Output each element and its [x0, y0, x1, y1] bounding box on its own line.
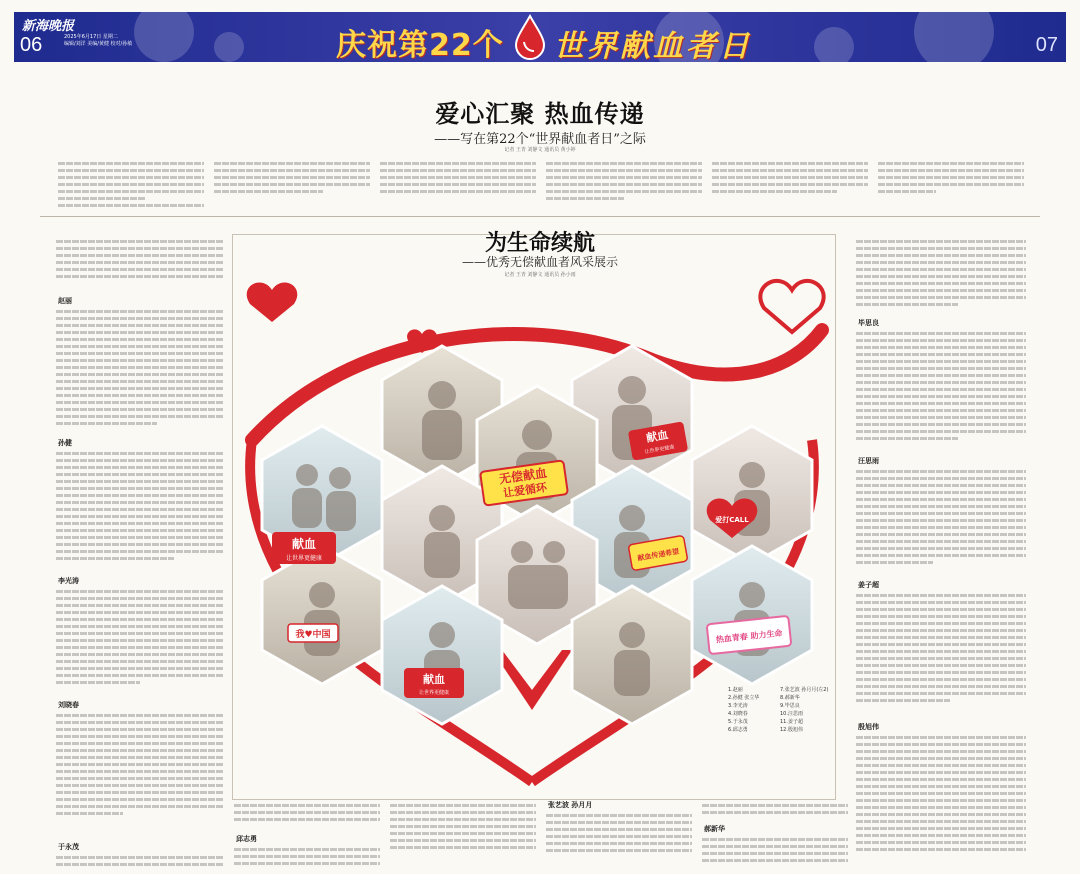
caption-item: 11.姜子超: [780, 719, 803, 725]
right-column-body-3: [856, 590, 1026, 714]
sign-7-text: 热血青春 助力生命: [715, 628, 783, 645]
section-heading-left-4: 刘晓春: [58, 701, 79, 709]
article-1-column-1: [58, 158, 204, 210]
article-1-column-2: [214, 158, 370, 210]
editor-meta: 编辑/刘洋 美编/黄健 校对/孙敏: [64, 41, 133, 47]
caption-item: 5.于永茂: [728, 719, 748, 725]
page-number-left: 06: [20, 34, 43, 56]
page-number-right: 07: [1035, 34, 1058, 56]
sign-8-bottom: 让世界更健康: [418, 690, 450, 696]
date-meta: 2025年6月17日 星期二: [64, 34, 118, 40]
left-column-body-4: [56, 710, 224, 834]
masthead-banner: [14, 12, 1066, 62]
caption-item: 12.殷旭伟: [780, 727, 803, 733]
subhead-article-1: ——写在第22个“世界献血者日”之际: [434, 132, 646, 147]
right-column-body-4: [856, 732, 1026, 870]
right-column-intro: [856, 236, 1026, 316]
byline-article-2: 记者 王青 刘静文 通讯员 孙小雨: [504, 272, 576, 278]
sign-1-top: 献血: [291, 537, 317, 551]
section-heading-right-2: 汪思雨: [858, 457, 879, 465]
heart-outline-icon: [760, 281, 823, 332]
section-heading-right-4: 殷旭伟: [858, 723, 879, 731]
headline-article-1: 爱心汇聚 热血传递: [435, 99, 645, 128]
caption-item: 4.刘晓春: [728, 711, 748, 717]
left-column-intro: [56, 236, 224, 292]
sign-5-text: 我♥中国: [295, 630, 331, 640]
caption-item: 8.郝新华: [780, 695, 800, 701]
bottom-column-3: [546, 810, 692, 872]
article-1-column-4: [546, 158, 702, 210]
left-column-body-1: [56, 306, 224, 434]
caption-item: 7.张艺波 孙月月(左2): [780, 687, 829, 693]
issue-meta: [64, 34, 174, 48]
sign-8-top: 献血: [423, 673, 445, 686]
bottom-column-1b: [234, 844, 380, 872]
bottom-column-4b: [702, 834, 848, 872]
sign-3-top: 献血: [645, 428, 670, 445]
section-heading-left-2: 孙健: [58, 439, 72, 447]
section-heading-bottom-2: 张艺波 孙月月: [548, 801, 593, 809]
section-heading-left-3: 李光涛: [58, 577, 79, 585]
sign-6-text: 献血传递希望: [636, 547, 680, 563]
banner-title-left: 庆祝第22个: [336, 28, 504, 62]
sign-2-top: 无偿献血: [498, 465, 548, 487]
section-heading-right-3: 姜子超: [858, 581, 879, 589]
article-1-column-5: [712, 158, 868, 210]
photo-caption-right: [780, 686, 834, 734]
paper-name: 新海晚报: [22, 19, 75, 34]
sign-1: [272, 532, 336, 564]
section-heading-bottom-3: 郝新华: [704, 825, 725, 833]
headline-article-2: 为生命续航: [484, 230, 595, 256]
heart-icon: [247, 283, 298, 322]
sign-5: [288, 624, 338, 642]
photo-caption-left: [728, 686, 778, 734]
bottom-column-1: [234, 800, 380, 830]
caption-item: 9.毕思良: [780, 703, 800, 709]
sign-1-bottom: 让世界更健康: [285, 555, 323, 562]
sign-4-text: 爱打CALL: [715, 516, 749, 524]
right-column-body-1: [856, 328, 1026, 452]
byline-article-1: 记者 王青 刘静文 通讯员 黄小婷: [504, 147, 576, 153]
section-heading-bottom-1: 邱志勇: [236, 835, 257, 843]
left-column-body-5: [56, 852, 224, 872]
subhead-article-2: ——优秀无偿献血者风采展示: [461, 255, 618, 269]
left-column-body-3: [56, 586, 224, 696]
right-column-body-2: [856, 466, 1026, 576]
section-heading-left-5: 于永茂: [58, 843, 79, 851]
sign-2-bottom: 让爱循环: [502, 480, 548, 500]
section-heading-right-1: 毕思良: [858, 319, 879, 327]
banner-title-right: 世界献血者日: [554, 29, 752, 62]
caption-item: 1.赵丽: [728, 687, 743, 693]
article-1-column-6: [878, 158, 1024, 210]
section-divider: [40, 216, 1040, 217]
heart-tip: [492, 650, 572, 710]
caption-item: 6.邱志勇: [728, 727, 748, 733]
sign-8: [404, 668, 464, 698]
section-heading-left-1: 赵丽: [58, 297, 72, 305]
sign-3-bottom: 让世界更健康: [644, 444, 675, 456]
caption-item: 10.汪思雨: [780, 711, 803, 717]
caption-item: 3.李光涛: [728, 703, 748, 709]
article-1-column-3: [380, 158, 536, 210]
caption-item: 2.孙健 张立华: [728, 695, 760, 701]
left-column-body-2: [56, 448, 224, 574]
blood-drop-icon: [512, 14, 548, 60]
bottom-column-2: [390, 800, 536, 872]
